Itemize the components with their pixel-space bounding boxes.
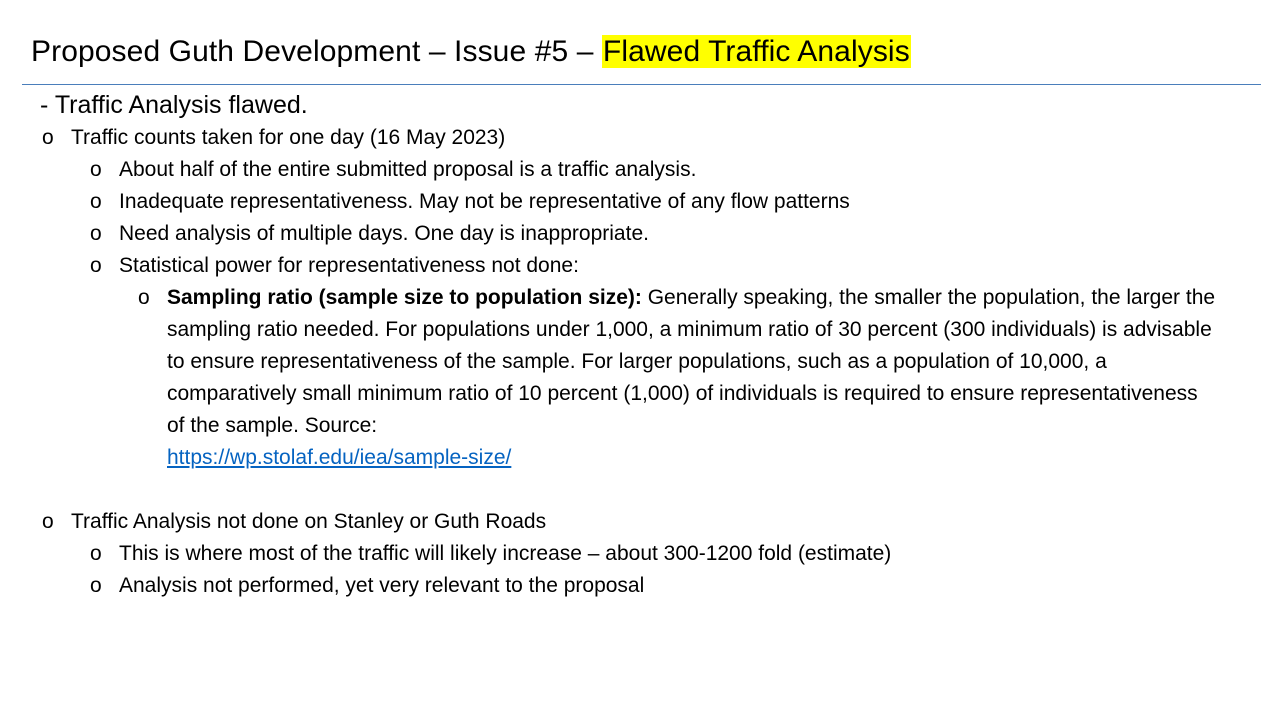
lead-bullet: - Traffic Analysis flawed.	[40, 91, 308, 119]
section1-item: Need analysis of multiple days. One day is inappropriate.	[119, 222, 649, 245]
section1-item: Inadequate representativeness. May not be representative of any flow patterns	[119, 190, 850, 213]
sampling-ratio-paragraph	[167, 282, 1217, 474]
section2-item: This is where most of the traffic will likely increase – about 300-1200 fold (estimate)	[119, 542, 892, 565]
section2-heading: Traffic Analysis not done on Stanley or Guth Roads	[71, 510, 547, 533]
section1-item: Statistical power for representativeness not done:	[119, 254, 579, 277]
bullet-icon: o	[90, 254, 102, 277]
bullet-icon: o	[90, 158, 102, 181]
title-highlight-text: Flawed Traffic Analysis	[602, 35, 910, 68]
bullet-icon: o	[90, 222, 102, 245]
title-divider	[22, 84, 1261, 85]
section1-item: About half of the entire submitted proposal is a traffic analysis.	[119, 158, 697, 181]
bullet-icon: o	[90, 574, 102, 597]
title-main-text: Proposed Guth Development – Issue #5 –	[31, 35, 602, 68]
source-link[interactable]: https://wp.stolaf.edu/iea/sample-size/	[167, 446, 512, 469]
bullet-icon: o	[138, 286, 150, 309]
section2-item: Analysis not performed, yet very relevant to the proposal	[119, 574, 645, 597]
section1-heading: Traffic counts taken for one day (16 May 2023)	[71, 126, 506, 149]
bullet-icon: o	[90, 542, 102, 565]
bullet-icon: o	[42, 510, 54, 533]
bullet-icon: o	[42, 126, 54, 149]
bullet-icon: o	[90, 190, 102, 213]
sampling-ratio-label: Sampling ratio (sample size to population size):	[167, 286, 642, 309]
sampling-ratio-body: Generally speaking, the smaller the population, the larger the sampling ratio needed. For populations under 1,000, a minimum ratio of 30 percent (300 individuals) is advisable to ensure representativeness of the sample. For larger populations, such as a population of 10,000, a comparatively small minimum ratio of 10 percent (1,000) of individuals is required to ensure representativeness of the sample. Source:	[167, 286, 1216, 437]
slide-title	[31, 30, 911, 74]
